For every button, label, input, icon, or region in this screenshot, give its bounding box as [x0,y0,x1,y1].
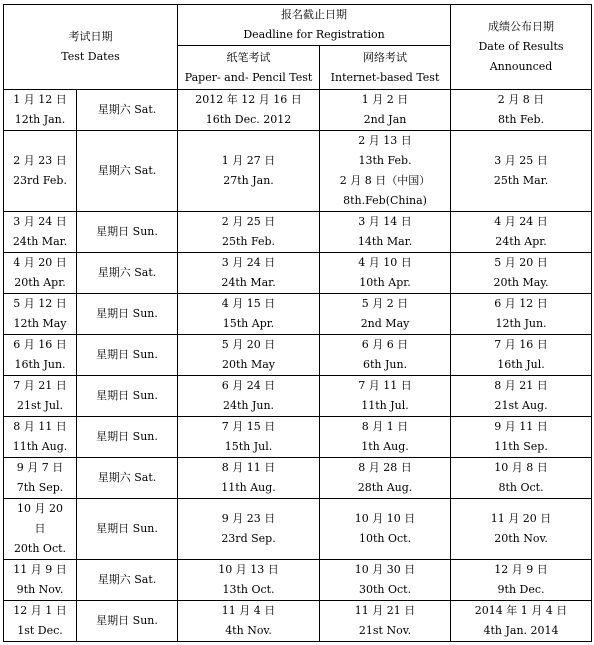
results-date-cell-line: 4 月 24 日 [494,215,548,228]
test-date-cell-line: 8 月 11 日 [13,420,67,433]
table-row [4,212,592,253]
paper-deadline-cell [178,253,320,294]
paper-deadline-cell-line: 15th Jul. [224,440,273,453]
results-date-cell [451,376,592,417]
internet-deadline-cell [320,458,451,499]
test-date-cell-line: 21st Jul. [16,399,64,412]
table-row [4,253,592,294]
weekday-cell [77,335,178,376]
internet-deadline-cell [320,376,451,417]
internet-test-header-en: Internet-based Test [330,70,440,84]
weekday-cell [77,601,178,642]
weekday-cell [77,458,178,499]
results-date-cell-line: 3 月 25 日 [494,154,548,167]
internet-deadline-cell-line: 11 月 21 日 [354,604,416,617]
test-date-cell [4,560,77,601]
test-date-cell-line: 4 月 20 日 [13,256,67,269]
weekday-cell [77,212,178,253]
weekday-cell-text: 星期日 Sun. [96,225,158,238]
results-date-cell [451,212,592,253]
paper-deadline-cell-line: 13th Oct. [222,583,275,596]
results-date-cell-line: 10 月 8 日 [494,461,548,474]
test-date-cell-line: 1 月 12 日 [13,93,67,106]
internet-deadline-cell-line: 1 月 2 日 [361,93,409,106]
header-row-top [4,5,592,46]
results-date-cell-line: 11th Sep. [494,440,548,453]
weekday-cell [77,499,178,560]
weekday-cell-text: 星期日 Sun. [96,307,158,320]
test-date-cell [4,417,77,458]
paper-test-header [178,46,320,90]
internet-deadline-cell-line: 2 月 8 日（中国） [339,174,431,187]
weekday-cell [77,253,178,294]
weekday-cell-text: 星期日 Sun. [96,348,158,361]
weekday-cell [77,131,178,212]
internet-test-header-cn: 网络考试 [363,50,408,64]
internet-deadline-cell-line: 5 月 2 日 [361,297,409,310]
test-schedule-table [3,4,592,642]
table-row [4,458,592,499]
internet-deadline-cell [320,560,451,601]
results-date-cell [451,131,592,212]
test-date-cell [4,601,77,642]
test-date-cell [4,335,77,376]
test-date-cell-line: 11th Aug. [12,440,68,453]
test-date-cell-line: 24th Mar. [12,235,68,248]
results-date-cell-line: 2014 年 1 月 4 日 [474,604,568,617]
test-date-cell-line: 1st Dec. [17,624,63,637]
internet-test-header [320,46,451,90]
weekday-cell [77,90,178,131]
internet-deadline-cell-line: 28th Aug. [357,481,413,494]
results-header-cn: 成绩公布日期 [488,20,555,33]
test-date-cell [4,131,77,212]
weekday-cell [77,560,178,601]
results-date-cell-line: 20th May. [493,276,549,289]
table-row [4,560,592,601]
weekday-cell-text: 星期日 Sun. [96,522,158,535]
paper-deadline-cell-line: 10 月 13 日 [218,563,279,576]
test-date-cell-line: 2 月 23 日 [13,154,67,167]
results-date-cell-line: 8th Oct. [498,481,544,494]
test-date-cell-line: 20th Oct. [13,542,67,555]
table-header [4,5,592,90]
internet-deadline-cell [320,335,451,376]
deadline-header-cn: 报名截止日期 [281,8,348,21]
results-date-cell-line: 2 月 8 日 [497,93,545,106]
results-date-cell-line: 9th Dec. [497,583,545,596]
results-date-cell [451,499,592,560]
internet-deadline-cell [320,253,451,294]
internet-deadline-cell [320,90,451,131]
results-header-en-1: Date of Results [478,40,564,53]
results-date-cell-line: 12th Jun. [495,317,547,330]
paper-deadline-cell-line: 27th Jan. [223,174,274,187]
test-date-cell-line: 6 月 16 日 [13,338,67,351]
internet-deadline-cell-line: 6 月 6 日 [361,338,409,351]
internet-deadline-cell-line: 2 月 13 日 [358,134,412,147]
results-date-cell-line: 21st Aug. [494,399,548,412]
results-date-cell-line: 9 月 11 日 [494,420,548,433]
results-date-cell-line: 11 月 20 日 [490,512,552,525]
internet-deadline-cell [320,499,451,560]
results-date-cell-line: 16th Jul. [497,358,545,371]
weekday-cell [77,417,178,458]
results-date-cell-line: 8 月 21 日 [494,379,548,392]
results-date-cell [451,335,592,376]
internet-deadline-cell-line: 10 月 10 日 [354,512,416,525]
test-date-cell-line: 10 月 20 [17,502,63,515]
paper-deadline-cell [178,212,320,253]
paper-deadline-cell [178,294,320,335]
table-row [4,131,592,212]
paper-deadline-cell-line: 4th Nov. [225,624,272,637]
weekday-cell [77,376,178,417]
results-date-cell [451,253,592,294]
results-date-cell [451,560,592,601]
test-date-cell [4,253,77,294]
internet-deadline-cell-line: 2nd Jan [363,113,407,126]
table-body [4,90,592,642]
paper-deadline-cell-line: 3 月 24 日 [221,256,276,269]
test-date-cell-line: 16th Jun. [14,358,66,371]
internet-deadline-cell [320,212,451,253]
internet-deadline-cell-line: 10th Oct. [358,532,412,545]
deadline-header [178,5,451,46]
test-date-cell-line: 7 月 21 日 [13,379,67,392]
paper-deadline-cell-line: 15th Apr. [222,317,275,330]
paper-deadline-cell [178,335,320,376]
test-dates-header-en: Test Dates [61,50,120,63]
results-header [451,5,592,90]
results-date-cell-line: 4th Jan. 2014 [483,624,559,637]
paper-deadline-cell-line: 24th Mar. [221,276,276,289]
test-date-cell [4,499,77,560]
internet-deadline-cell-line: 14th Mar. [357,235,413,248]
paper-deadline-cell-line: 9 月 23 日 [221,512,276,525]
weekday-cell-text: 星期六 Sat. [97,266,157,279]
results-date-cell-line: 5 月 20 日 [494,256,548,269]
results-date-cell-line: 6 月 12 日 [494,297,548,310]
paper-test-header-en: Paper- and- Pencil Test [184,70,313,84]
test-date-cell-line: 23rd Feb. [13,174,67,187]
weekday-cell-text: 星期六 Sat. [97,573,157,586]
internet-deadline-cell [320,294,451,335]
table-row [4,499,592,560]
paper-test-header-cn: 纸笔考试 [226,50,271,64]
paper-deadline-cell [178,90,320,131]
test-date-cell [4,90,77,131]
paper-deadline-cell-line: 6 月 24 日 [221,379,276,392]
results-date-cell [451,601,592,642]
test-date-cell-line: 12th Jan. [14,113,66,126]
internet-deadline-cell-line: 1th Aug. [361,440,409,453]
internet-deadline-cell [320,131,451,212]
test-date-cell-line: 12th May [13,317,67,330]
internet-deadline-cell [320,417,451,458]
test-date-cell-line: 11 月 9 日 [13,563,67,576]
paper-deadline-cell-line: 2012 年 12 月 16 日 [195,93,302,106]
results-date-cell-line: 8th Feb. [497,113,545,126]
table-row [4,601,592,642]
results-date-cell-line: 25th Mar. [493,174,549,187]
results-date-cell [451,417,592,458]
paper-deadline-cell-line: 8 月 11 日 [221,461,276,474]
weekday-cell-text: 星期六 Sat. [97,164,157,177]
test-date-cell-line: 20th Apr. [14,276,66,289]
table-row [4,376,592,417]
paper-deadline-cell-line: 5 月 20 日 [221,338,276,351]
internet-deadline-cell-line: 7 月 11 日 [358,379,412,392]
paper-deadline-cell-line: 7 月 15 日 [221,420,276,433]
test-date-cell-line: 日 [34,522,46,535]
table-row [4,417,592,458]
paper-deadline-cell-line: 16th Dec. 2012 [205,113,292,126]
paper-deadline-cell-line: 20th May [221,358,276,371]
table-row [4,90,592,131]
weekday-cell [77,294,178,335]
test-dates-header [4,5,178,90]
paper-deadline-cell [178,560,320,601]
paper-deadline-cell-line: 11 月 4 日 [221,604,276,617]
test-dates-header-cn: 考试日期 [68,30,113,43]
weekday-cell-text: 星期日 Sun. [96,430,158,443]
paper-deadline-cell-line: 11th Aug. [221,481,276,494]
results-date-cell-line: 12 月 9 日 [494,563,548,576]
paper-deadline-cell-line: 4 月 15 日 [221,297,276,310]
deadline-header-en: Deadline for Registration [243,28,385,41]
table-row [4,335,592,376]
test-date-cell [4,376,77,417]
test-date-cell-line: 7th Sep. [16,481,64,494]
internet-deadline-cell-line: 21st Nov. [358,624,412,637]
paper-deadline-cell-line: 25th Feb. [221,235,276,248]
test-date-cell-line: 9th Nov. [16,583,64,596]
internet-deadline-cell-line: 3 月 14 日 [358,215,412,228]
results-date-cell [451,294,592,335]
paper-deadline-cell [178,131,320,212]
test-date-cell [4,212,77,253]
internet-deadline-cell-line: 4 月 10 日 [358,256,412,269]
test-date-cell-line: 12 月 1 日 [13,604,67,617]
test-date-cell [4,294,77,335]
paper-deadline-cell [178,376,320,417]
results-date-cell [451,90,592,131]
internet-deadline-cell-line: 8th.Feb(China) [343,194,427,207]
weekday-cell-text: 星期日 Sun. [96,389,158,402]
internet-deadline-cell-line: 11th Jul. [361,399,409,412]
paper-deadline-cell [178,601,320,642]
results-date-cell [451,458,592,499]
internet-deadline-cell-line: 8 月 28 日 [358,461,412,474]
paper-deadline-cell-line: 2 月 25 日 [221,215,276,228]
internet-deadline-cell-line: 6th Jun. [362,358,408,371]
test-date-cell-line: 9 月 7 日 [16,461,64,474]
test-date-cell-line: 5 月 12 日 [13,297,67,310]
internet-deadline-cell-line: 10 月 30 日 [354,563,416,576]
paper-deadline-cell-line: 23rd Sep. [221,532,276,545]
paper-deadline-cell [178,499,320,560]
paper-deadline-cell [178,417,320,458]
internet-deadline-cell-line: 2nd May [360,317,410,330]
internet-deadline-cell-line: 8 月 1 日 [361,420,409,433]
internet-deadline-cell [320,601,451,642]
results-date-cell-line: 24th Apr. [495,235,547,248]
internet-deadline-cell-line: 13th Feb. [358,154,412,167]
weekday-cell-text: 星期六 Sat. [97,471,157,484]
results-date-cell-line: 7 月 16 日 [494,338,548,351]
paper-deadline-cell [178,458,320,499]
paper-deadline-cell-line: 24th Jun. [222,399,275,412]
results-header-en-2: Announced [489,60,553,73]
internet-deadline-cell-line: 30th Oct. [358,583,412,596]
table-row [4,294,592,335]
internet-deadline-cell-line: 10th Apr. [359,276,411,289]
weekday-cell-text: 星期日 Sun. [96,614,158,627]
weekday-cell-text: 星期六 Sat. [97,103,157,116]
test-date-cell [4,458,77,499]
paper-deadline-cell-line: 1 月 27 日 [221,154,276,167]
test-date-cell-line: 3 月 24 日 [13,215,67,228]
results-date-cell-line: 20th Nov. [494,532,548,545]
